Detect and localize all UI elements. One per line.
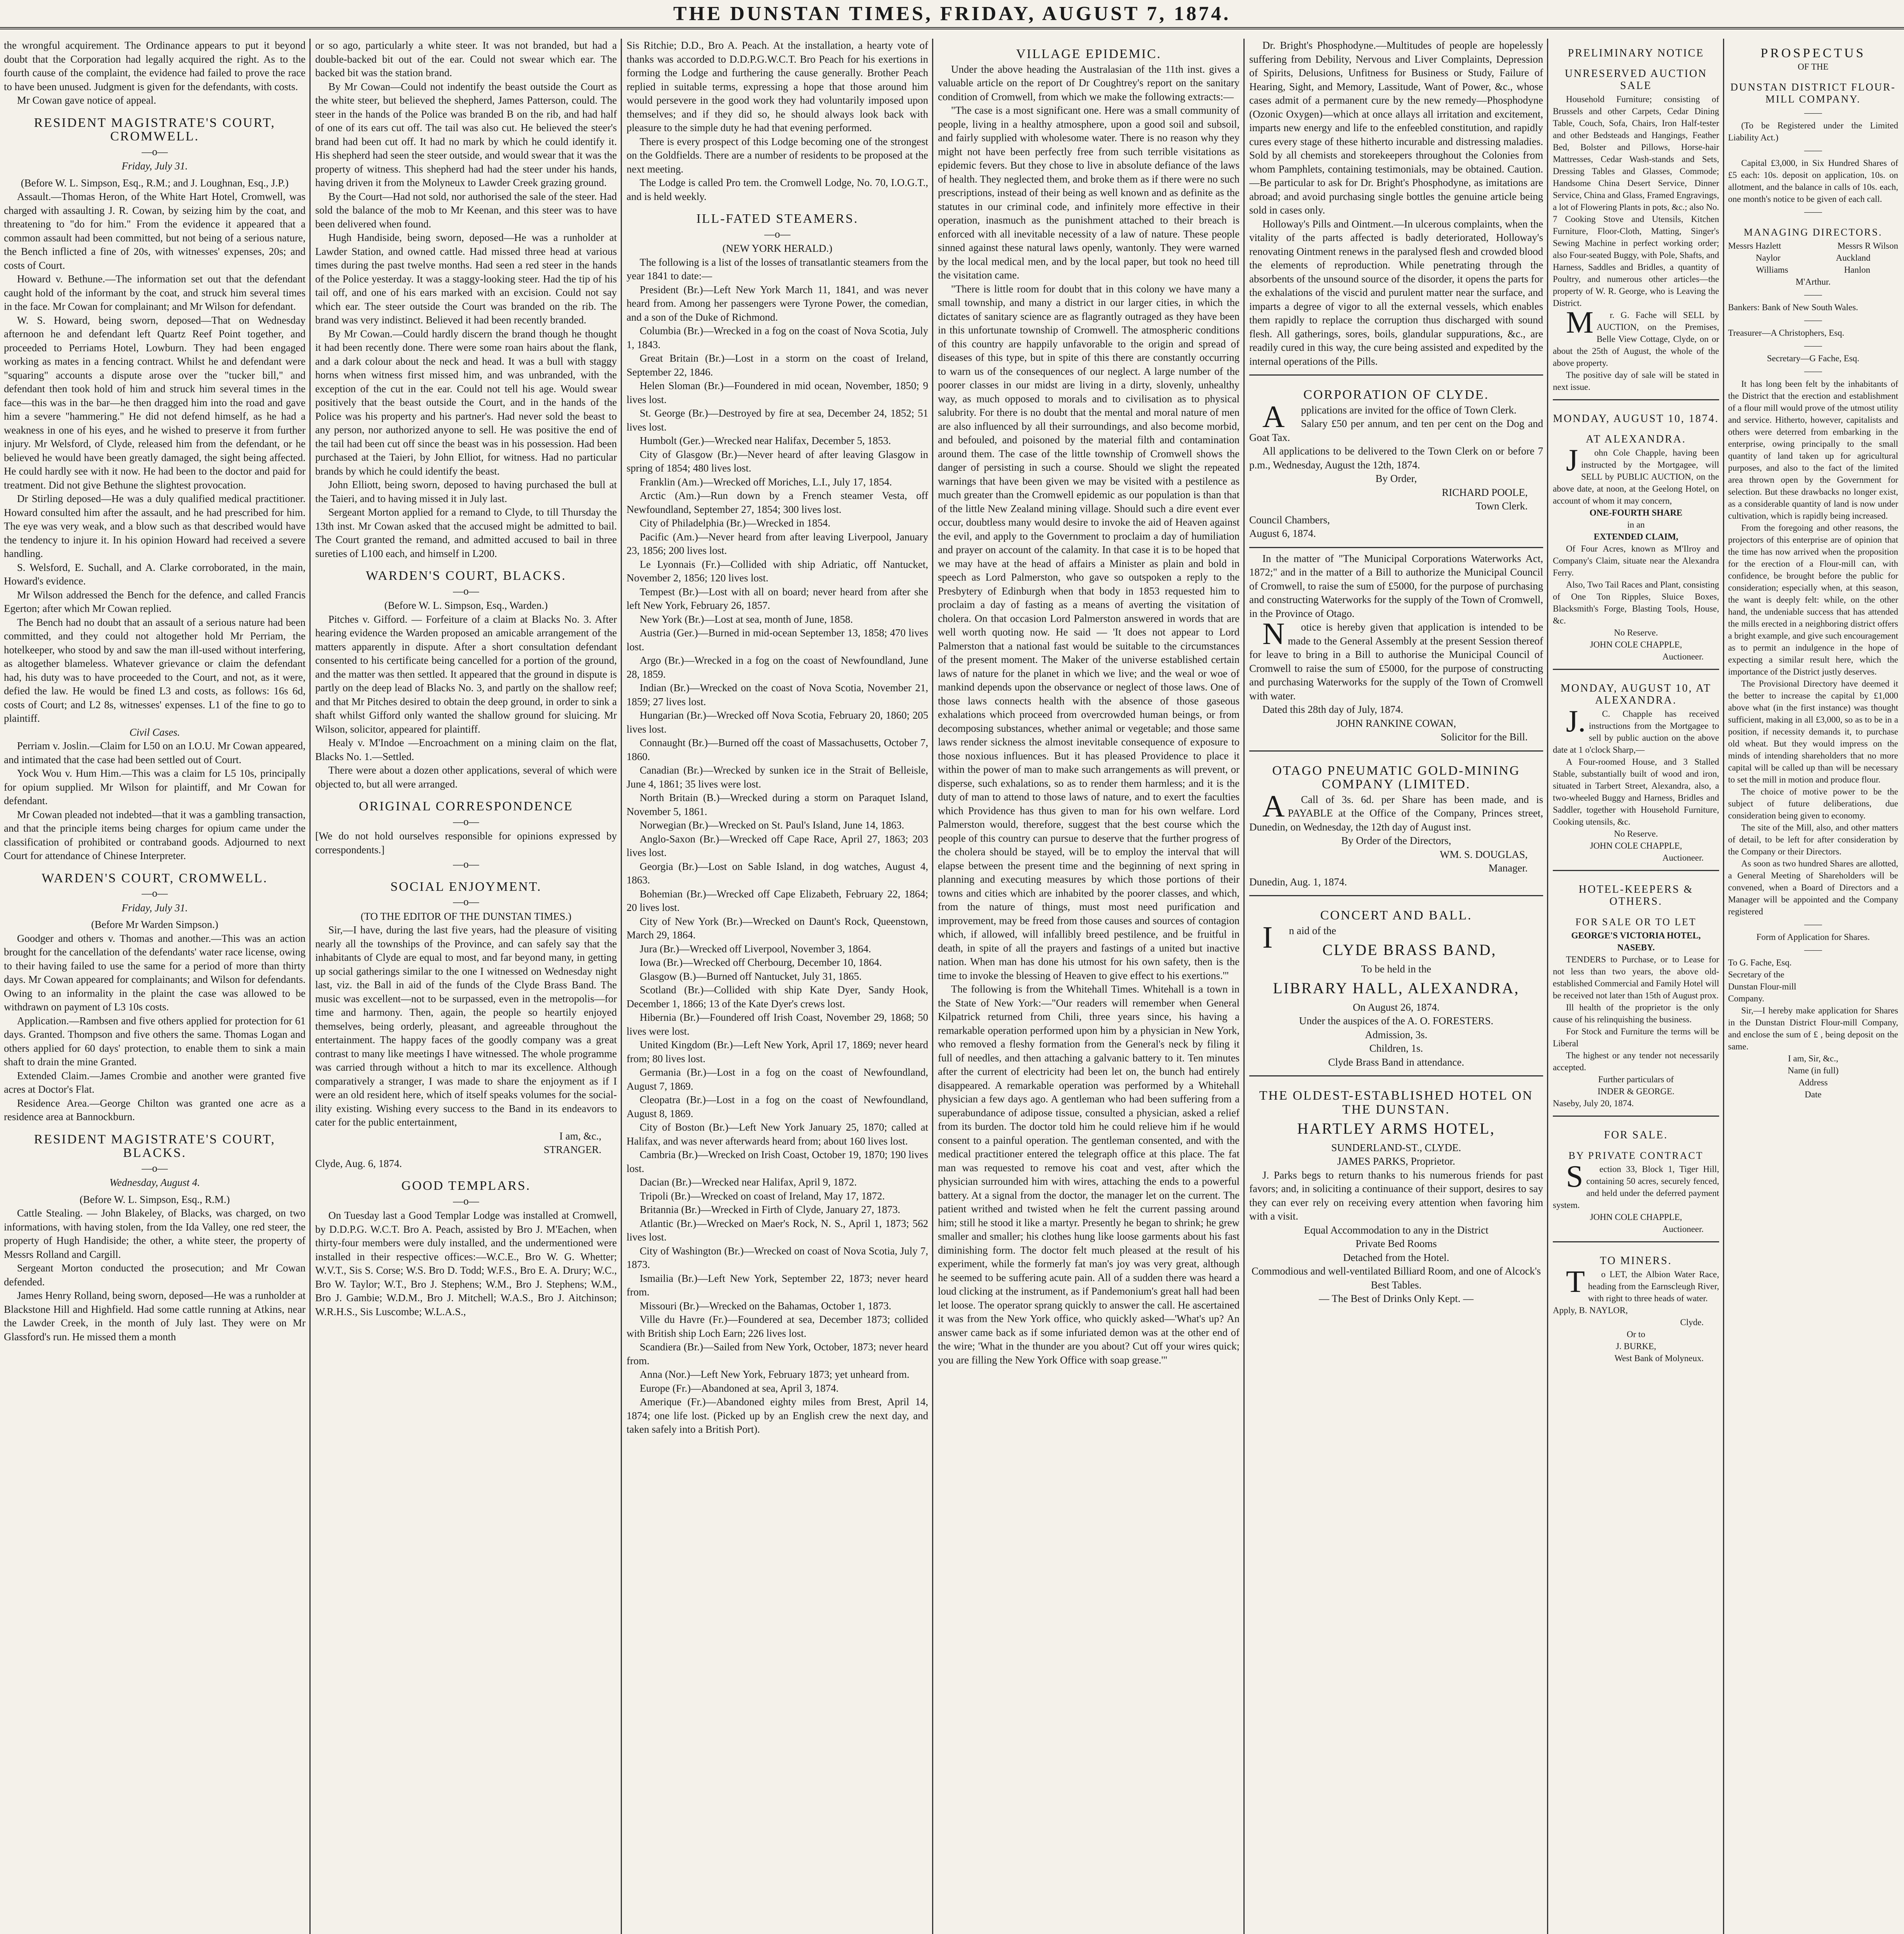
column-rule [1723, 39, 1724, 1934]
steamer-entry: Tempest (Br.)—Lost with all on board; never heard from after she left New York, February 26, 1857. [627, 586, 928, 611]
section-heading: RESIDENT MAGISTRATE'S COURT, CROMWELL. [34, 115, 276, 144]
advert-title: GEORGE'S VICTORIA HOTEL, NASEBY. [1571, 931, 1701, 952]
signature: I am, &c., [559, 1130, 601, 1142]
advert-alexandra-share [1553, 399, 1719, 663]
section-heading: ILL-FATED STEAMERS. [696, 212, 859, 226]
bench-line: (Before W. L. Simpson, Esq., R.M.) [79, 1193, 230, 1205]
steamer-entry: Amerique (Fr.)—Abandoned eighty miles from Brest, April 14, 1874; one life lost. (Picked up by an English crew the next day, and taken safely into a British Port). [627, 1396, 928, 1435]
bench-line: (Before Mr Warden Simpson.) [91, 919, 219, 930]
divider: —— [1804, 315, 1822, 325]
section-heading: RESIDENT MAGISTRATE'S COURT, BLACKS. [34, 1132, 276, 1160]
article-text: By Mr Cowan—Could not indentify the beast outside the Court as the white steer, but believed the shepherd, James Patterson, could. The steer in the hands of the Police was branded B on the rib, and had half of one of its ears cut off. The tail was also cut. He believed the steer's brand had been cut off. It had no mark by which he could identify it. His shepherd had seen the steer outside, and would swear that it was the property of witness. This shepherd had had the steer under his hands, having driven it from the Molyneux to Lawder Creek grazing ground. [315, 80, 617, 188]
signature: WM. S. DOUGLAS, [1440, 848, 1528, 860]
advert-text: Further particulars of [1598, 1075, 1674, 1084]
column-4 [938, 39, 1240, 1934]
steamer-entry: Franklin (Am.)—Wrecked off Moriches, L.I., July 17, 1854. [640, 476, 892, 488]
steamer-entry: Humbolt (Ger.)—Wrecked near Halifax, December 5, 1853. [640, 435, 891, 446]
steamer-entry: Missouri (Br.)—Wrecked on the Bahamas, October 1, 1873. [640, 1300, 891, 1312]
divider: —o— [142, 887, 168, 899]
advert-to-miners [1553, 1241, 1719, 1364]
signature: STRANGER. [543, 1144, 601, 1155]
article-text: Pitches v. Gifford. — Forfeiture of a claim at Blacks No. 3. After hearing evidence the Warden proposed an amicable arrangement of the matters apparently in dispute. After a short consultation defendant consented to his certificate being cancelled for a portion of the ground, and the matter was then settled. It appeared that the ground in dispute is partly on the deep lead of Blacks No. 3, and partly on the shallow reef; and that Mr Pitches desired to obtain the deep ground, in order to sink a shaft whilst Gifford only wanted the shallow ground for sluicing. Mr Wilson, solicitor, appeared for plaintiff. [315, 613, 617, 735]
steamer-entry: Columbia (Br.)—Wrecked in a fog on the coast of Nova Scotia, July 1, 1843. [627, 325, 928, 350]
article-text: Cattle Stealing. — John Blakeley, of Blacks, was charged, on two informations, with having stolen, from the Ida Valley, one red steer, the property of Hugh Handiside; the other, a white steer, the property of Messrs Rolland and Cargill. [4, 1207, 306, 1260]
source-line: (NEW YORK HERALD.) [722, 243, 833, 254]
signature: West Bank of Molyneux. [1614, 1353, 1704, 1363]
form-text: Company. [1728, 994, 1764, 1003]
bench-line: (Before W. L. Simpson, Esq., Warden.) [384, 600, 548, 611]
advert-text: On August 26, 1874. [1352, 1001, 1440, 1013]
article-text: Yock Wou v. Hum Him.—This was a claim for L5 10s, principally for opium supplied. Mr Wilson for plaintiff, and Mr Cowan for defendant. [4, 767, 306, 806]
steamer-entry: President (Br.)—Left New York March 11, 1841, and was never heard from. Among her passengers were Tyrone Power, the comedian, and a son of the Duke of Richmond. [627, 284, 928, 323]
prospectus-text: From the foregoing and other reasons, the projectors of this enterprise are of opinion that the time has now arrived when the proposition for the erection of a Flour-mill can, with confidence, be brought before the public for consideration; especially when, at this season, the want is deeply felt: while, on the other hand, the undeniable success that has attended the mills erected in a neighboring district offers a bright example, and give such encouragement as to permit an indulgence in the hope of expecting a similar result here, which the importance of the District justly deserves. [1728, 523, 1898, 677]
signature: Manager. [1488, 862, 1528, 874]
advert-text: In aid of the [1262, 920, 1336, 955]
director-name: Naylor [1755, 253, 1781, 263]
advert-text: To be held in the [1361, 963, 1431, 975]
steamer-entry: Le Lyonnais (Fr.)—Collided with ship Adriatic, off Nantucket, November 2, 1856; 120 lives lost. [627, 558, 928, 584]
column-5 [1249, 39, 1543, 1934]
steamer-entry: Hungarian (Br.)—Wrecked off Nova Scotia, February 20, 1860; 205 lives lost. [627, 709, 928, 735]
advert-heading: TO MINERS. [1600, 1255, 1672, 1267]
letter-address: (TO THE EDITOR OF THE DUNSTAN TIMES.) [360, 910, 572, 922]
bench-line: (Before W. L. Simpson, Esq., R.M.; and J. Loughnan, Esq., J.P.) [20, 177, 289, 189]
advert-heading: MONDAY, AUGUST 10, AT ALEXANDRA. [1560, 682, 1711, 706]
article-text: S. Welsford, E. Suchall, and A. Clarke corroborated, in the main, Howard's evidence. [4, 561, 306, 587]
article-text: The Bench had no doubt that an assault of a serious nature had been committed, and they could not altogether hold Mr Perriam, the hotelkeeper, who stood by and saw the man ill-used without interfering, as altogether blameless. Whatever grievance or claim the defendant had, his duty was to have proceeded to the Court, and not, as it were, defied the law. He would be fined L3 and costs, as follows: 16s 6d, costs of Court; and L2 8s, witnesses' expenses. L1 of the fine to go to plaintiff. [4, 616, 306, 724]
column-1 [4, 39, 306, 1934]
column-2 [315, 39, 617, 1934]
steamer-entry: City of Washington (Br.)—Wrecked on coast of Nova Scotia, July 7, 1873. [627, 1245, 928, 1270]
director-name: Hanlon [1844, 265, 1870, 275]
signature: Council Chambers, [1249, 514, 1330, 526]
article-text: The following is from the Whitehall Times. Whitehall is a town in the State of New York:—"Our readers will remember when General Kilpatrick returned from Chili, three years since, his having a remarkable operation performed upon him by a physician in New York, who removed a fleshy formation from the General's neck by filing it full of needles, and then attaching a galvanic battery to it. Ten minutes after the current of electricity had been let on, the bunch had entirely disappeared. A remarkable operation was performed by a Whitehall physician a few days ago. A gentleman who had been suffering from a superabundance of adipose tissue, consulted a physician, asked a relief from its burden. The doctor told him he could relieve him if he would consent to a painful operation. The gentleman consented, and with the medical practitioner entered the telegraph office at this place. The fat man was requested to remove his coat and vest, after which the physician surrounded him with wires, attaching the ends to a powerful battery. At a signal from the doctor, the manager let on the current. The patient writhed and twisted when he felt the current passing around him; still he stood it like a martyr. Presently he began to shrink; he grew smaller and smaller; his clothes hung like loose garments about his fast diminishing form. The doctor felt much pleased at the result of his experiment, while the formerly fat man's joy was very great, although he seemed to be suffering acute pain. All of a sudden there was heard a loud clicking at the instrument, as if Pandemonium's great hall had been let loose. The operator sprang quickly to answer the call. He ascertained it was from the New York office, who quickly asked—'What's up? An answer came back as if some infuriated demon was at the other end of the wire; 'What in the thunder are you about? Cut off your wires quick; you are filling the New York Office with soap grease.'" [938, 983, 1240, 1366]
advert-victoria-hotel [1553, 870, 1719, 1109]
dateline: Wednesday, August 4. [109, 1177, 200, 1188]
signature: JOHN COLE CHAPPLE, [1590, 1212, 1682, 1222]
article-text: "There is little room for doubt that in this colony we have many a small township, and many a district in our larger cities, in which the dictates of sanitary science are as flagrantly outraged as they have been in this unfortunate township of Cromwell. The atmospheric conditions of this country are happily unfavorable to the origin and spread of diseases of this type, but in spite of this there are constantly occurring to warn us of the consequences of our neglect. A large number of the poorer classes in our midst are living in a dirty, slovenly, unhealthy way, as much opposed to morals and to civilisation as to physical salubrity. For there is no doubt that the mental and moral nature of men are also influenced by all their surroundings, and also become morbid, and befouled, and poisoned by the material filth and contamination around them. The case of the little township of Cromwell shows the danger of persisting in such a course. Should we slight the repeated warnings that have been given we may be visited with a pestilence as much greater than the Cromwell epidemic as our population is than that of the little New Zealand mining village. Should such a dire event ever occur, doubtless many would desire to invoke the aid of Heaven against the evil, and apply to the Government to proclaim a day of humiliation and prayer on account of the calamity. In that case it is to be hoped that we may have at the head of affairs a Minister as plain and bold in speech as Lord Palmerston, who gave so outspoken a reply to the Presbytery of Edinburgh when that body in 1853 requested him to proclaim a day of fasting as a means of averting the visitation of cholera. On that occasion Lord Palmerston answered in words that are well worth quoting now. He said — 'It does not appear to Lord Palmerston that a national fast would be suitable to the circumstances of the present moment. The Maker of the universe established certain laws of nature for the planet in which we live; and the weal or woe of mankind depends upon the observance or neglect of those laws. One of those laws connects health with the absence of those gaseous exhalations which proceed from overcrowded human beings, or from decomposing substances, whether animal or vegetable; and those same laws render sickness the almost inevitable consequence of exposure to those noxious influences. But it has pleased Providence to place it within the power of man to make such arrangements as will prevent, or disperse, such exhalations, so as to render them harmless; and it is the duty of man to attend to those laws of nature, and to exert the faculties which Providence has thus given to man for his own welfare. Lord Palmerston would, therefore, suggest that the best course which the people of this country can pursue to deserve that the further progress of the cholera should be stayed, will be to employ the interval that will elapse between the present time and the beginning of next spring in planning and executing measures by which those portions of their towns and cities which are inhabited by the poorer classes, and which, from the nature of things, must most need purification and improvement, may be freed from those causes and sources of contagion which, if allowed, will infallibly breed pestilence, and be fruitful in death, in spite of all the prayers and fastings of a united but inactive nation. When man has done his utmost for his own safety, then is the time to invoke the blessing of Heaven to give effect to his exertions.'" [938, 283, 1240, 981]
advert-text: Admission, 3s. [1365, 1029, 1428, 1040]
advert-text: Clyde Brass Band in attendance. [1328, 1056, 1464, 1068]
article-text: By Mr Cowan.—Could hardly discern the brand though he thought it had been recently done. There were some roan hairs about the flank, and a dark colour about the neck and head. It was a bull with staggy horns when witness first missed him, and was unbranded, with the exception of the cut in the ear. Could not tell his age. Would swear positively that the beast outside the Court, and in the hands of the Police was his property and his partner's. Had never sold the beast to any person, nor authorized anyone to sell. He was positive the end of the tail had been cut off since the beast was in his possession. Had been purchased at the Taieri, by John Elliot, for witness. Had no particular brands by which he could identify the beast. [315, 328, 617, 477]
signature: Solicitor for the Bill. [1441, 731, 1528, 743]
advert-text: EXTENDED CLAIM, [1593, 532, 1679, 542]
divider: —o— [142, 145, 168, 157]
divider: —o— [453, 585, 479, 597]
advert-text: Section 33, Block 1, Tiger Hill, containing 50 acres, securely fenced, and held under the deferred payment system. [1553, 1160, 1719, 1210]
article-text: W. S. Howard, being sworn, deposed—That on Wednesday afternoon he and defendant left Quartz Reef Point together, and proceeded to Perriams Hotel, Lowburn. They had been engaged working as mates in a fencing contract. Whilst he and defendant were "squaring" accounts a dispute arose over the "tucker bill," and defendant then took hold of him and struck him several times in the face—this was in the bar—he then dragged him into the road and gave him a severe "hammering." He did not defend himself, as he had a weakness in one of his eyes, and he wished to preserve it from further injury. Mr Welsford, of Clyde, released him from the defendant, or he believed he would have been greatly damaged, the sight being affected. He could hardly see with it now. He had been to the doctor and paid for treatment. Did not give Bethune the slightest provocation. [4, 314, 306, 491]
advert-text: Notice is hereby given that application is intended to be made to the General Assembly at the present Session thereof for leave to bring in a Bill to authorise the Municipal Council of Cromwell to raise the sum of £5000, for the purpose of constructing and purchasing Waterworks for the supply of the Town of Cromwell with water. [1249, 617, 1543, 702]
divider: —o— [142, 1162, 168, 1174]
form-field-date[interactable]: Date [1805, 1090, 1822, 1099]
advert-text: TENDERS to Purchase, or to Lease for not less than two years, the above old-established Commercial and Family Hotel will be received not later than 15th of August prox. [1553, 955, 1719, 1000]
advert-alexandra-house [1553, 669, 1719, 864]
advert-heading: FOR SALE. [1604, 1129, 1668, 1141]
advert-text: Dated this 28th day of July, 1874. [1262, 704, 1404, 715]
form-field-address[interactable]: Address [1798, 1078, 1828, 1087]
advert-heading: AT ALEXANDRA. [1586, 433, 1686, 445]
signature: Auctioneer. [1662, 1224, 1704, 1234]
steamer-entry: City of Philadelphia (Br.)—Wrecked in 1854. [640, 517, 831, 529]
signature: Dunedin, Aug. 1, 1874. [1249, 876, 1347, 888]
dateline: Friday, July 31. [121, 160, 188, 172]
article-text: "The case is a most significant one. Here was a small community of people, living in a healthy atmosphere, upon a good soil and subsoil, and fairly supplied with wholesome water. There is no reason why they might not have been perfectly free from such terrible visitations as epidemic fevers. But they chose to live in absolute defiance of the laws of health. They neglected them, and broke them as if there were no such prescriptions, instead of their being as well known and as definite as the statutes in our criminal code, and infinitely more effective in their operation, inasmuch as the punishment attached to their breach is enforced with all inevitable necessity of a law of nature. These people sinned against these natural laws openly, wantonly. They were warned by the local medical men, and by the local paper, but took no heed till the visitation came. [938, 104, 1240, 281]
advert-text: Mr. G. Fache will SELL by AUCTION, on the Premises, Belle View Cottage, Clyde, on or about the 25th of August, the whole of the above property. [1553, 306, 1719, 368]
advert-text: For Stock and Furniture the terms will be Liberal [1553, 1027, 1719, 1048]
steamer-entry: Bohemian (Br.)—Wrecked off Cape Elizabeth, February 22, 1864; 20 lives lost. [627, 888, 928, 913]
steamer-entry: Norwegian (Br.)—Wrecked on St. Paul's Island, June 14, 1863. [640, 819, 904, 831]
divider: —— [1804, 366, 1822, 376]
signature: RICHARD POOLE, [1441, 486, 1528, 498]
divider: —— [1804, 945, 1822, 955]
director-name: M'Arthur. [1795, 277, 1831, 287]
advert-text: Also, Two Tail Races and Plant, consisting of One Ton Ripples, Sluice Boxes, Blacksmith's Forge, Blasting Tools, House, &c. [1553, 580, 1719, 625]
form-text: Dunstan Flour-mill [1728, 982, 1796, 991]
article-text: James Henry Rolland, being sworn, deposed—He was a runholder at Blackstone Hill and Highfield. Had some cattle running at Atkins, near the Lawder Creek, in the month of July last. They were on Mr Glassford's run. He missed them a month [4, 1290, 306, 1343]
article-text: Mr Cowan gave notice of appeal. [17, 94, 156, 106]
advert-text: Dr. Bright's Phosphodyne.—Multitudes of people are hopelessly suffering from Debility, Nervous and Liver Complaints, Depression of Spirits, Delusions, Unfitness for Business or Study, Failure of Hearing, Sight, and Memory, Lassitude, Want of Power, &c., whose cases admit of a permanent cure by the new remedy—Phosphodyne (Ozonic Oxygen)—which at once allays all irritation and excitement, imparts new energy and life to the enfeebled constitution, and rapidly cures every stage of these hitherto incurable and distressing maladies. Sold by all chemists and storekeepers throughout the Colonies from whom Pamphlets, containing testimonials, may be obtained. Caution.—Be particular to ask for Dr. Bright's Phosphodyne, as imitations are abroad; and avoid purchasing single bottles the genuine article being sold in cases only. [1249, 39, 1543, 216]
advert-title: LIBRARY HALL, ALEXANDRA, [1273, 979, 1520, 997]
signature: INDER & GEORGE. [1597, 1087, 1675, 1096]
advert-title: HARTLEY ARMS HOTEL, [1297, 1120, 1495, 1137]
steamer-entry: Canadian (Br.)—Wrecked by sunken ice in the Strait of Belleisle, June 4, 1861; 35 lives were lost. [627, 764, 928, 790]
steamer-list [627, 283, 928, 1437]
advert-text: Naseby, July 20, 1874. [1553, 1099, 1634, 1108]
advert-text: Salary £50 per annum, and ten per cent on the Dog and Goat Tax. [1249, 418, 1543, 443]
advert-text: in an [1627, 520, 1645, 530]
steamer-entry: Ville du Havre (Fr.)—Foundered at sea, December 1873; collided with British ship Loch Earn; 226 lives lost. [627, 1314, 928, 1339]
article-text: By the Court—Had not sold, nor authorised the sale of the steer. Had sold the balance of the mob to Mr Keenan, and this steer was to have been delivered when found. [315, 190, 617, 230]
signature: Town Clerk. [1475, 500, 1528, 512]
steamer-entry: Great Britain (Br.)—Lost in a storm on the coast of Ireland, September 22, 1846. [627, 352, 928, 378]
steamer-entry: Anglo-Saxon (Br.)—Wrecked off Cape Race, April 27, 1863; 203 lives lost. [627, 833, 928, 858]
director-name: Auckland [1836, 253, 1871, 263]
advert-text: JAMES PARKS, Proprietor. [1337, 1155, 1455, 1167]
advert-text: — The Best of Drinks Only Kept. — [1319, 1293, 1474, 1304]
prospectus-title: PROSPECTUS [1761, 46, 1866, 60]
article-text: Perriam v. Joslin.—Claim for L50 on an I.O.U. Mr Cowan appeared, and intimated that the case had been settled out of Court. [4, 740, 306, 765]
advert-heading: HOTEL-KEEPERS & OTHERS. [1578, 883, 1694, 907]
article-text: Hugh Handiside, being sworn, deposed—He was a runholder at Lawder Station, and owned cattle. Had missed three head at various times during the past twelve months. Had seen a red steer in the hands of the Police yesterday. It was a staggy-looking steer. Had the tip of his tail off, and one of his ears marked with an excision. Could not say which ear. The steer outside the Court was branded on the rib. The brand was very indistinct. Believed it had been recently branded. [315, 232, 617, 326]
article-text: On Tuesday last a Good Templar Lodge was installed at Cromwell, by D.D.P.G. W.C.T. Bro A. Peach, assisted by Bro J. M'Eachen, when thirty-four members were duly installed, and the undermentioned were installed in their respective offices:—W.C.E., Bro W. G. Whetter; W.V.T., Sis S. Corse; W.S. Bro D. Todd; W.F.S., Bro E. A. Drury; W.C., Bro W. Taylor; W.T., Bro J. Stephens; W.M., Bro J. Stephens; W.M., Bro J. Gambie; W.D.M., Bro J. Mitchell; W.A.S., Bro J. Aitchinson; W.R.H.S., Sis Luscombe; W.L.A.S., [315, 1210, 617, 1317]
advert-text: Of Four Acres, known as M'Ilroy and Company's Claim, situate near the Alexandra Ferry. [1553, 544, 1719, 577]
dateline: Friday, July 31. [121, 902, 188, 914]
steamer-entry: Dacian (Br.)—Wrecked near Halifax, April 9, 1872. [640, 1176, 857, 1188]
steamer-entry: City of New York (Br.)—Wrecked on Daunt's Rock, Queenstown, March 29, 1864. [627, 915, 928, 941]
signature: JOHN COLE CHAPPLE, [1590, 640, 1682, 649]
divider: —— [1804, 341, 1822, 350]
signature: Apply, B. NAYLOR, [1553, 1305, 1628, 1315]
steamer-entry: Tripoli (Br.)—Wrecked on coast of Ireland, May 17, 1872. [640, 1190, 885, 1202]
prospectus-subtitle: OF THE [1798, 62, 1829, 72]
steamer-entry: Anna (Nor.)—Left New York, February 1873; yet unheard from. [640, 1368, 910, 1380]
steamer-entry: Britannia (Br.)—Wrecked in Firth of Clyde, January 27, 1873. [640, 1204, 900, 1215]
steamer-entry: Cambria (Br.)—Wrecked on Irish Coast, October 19, 1870; 190 lives lost. [627, 1149, 928, 1174]
article-text: Under the above heading the Australasian of the 11th inst. gives a valuable article on the report of Dr Coughtrey's report on the sanitary condition of Cromwell, from which we make the following extracts:— [938, 63, 1240, 103]
director-row [1728, 252, 1898, 264]
article-text: Howard v. Bethune.—The information set out that the defendant caught hold of the informant by the coat, and struck him several times in the face. Mr Cowan for complainant; and Mr Wilson for defendant. [4, 273, 306, 312]
steamer-entry: Indian (Br.)—Wrecked on the coast of Nova Scotia, November 21, 1859; 27 lives lost. [627, 682, 928, 707]
steamer-entry: Cleopatra (Br.)—Lost in a fog on the coast of Newfoundland, August 8, 1869. [627, 1094, 928, 1119]
director-name: Williams [1756, 265, 1788, 275]
advert-text: The positive day of sale will be stated in next issue. [1553, 370, 1719, 392]
advert-heading: OTAGO PNEUMATIC GOLD-MINING COMPANY (LIMITED. [1272, 763, 1520, 791]
steamer-entry: North Britain (B.)—Wrecked during a storm on Paraquet Island, November 5, 1861. [627, 792, 928, 817]
advert-text: Ill health of the proprietor is the only cause of his relinquishing the business. [1553, 1003, 1719, 1024]
steamer-entry: United Kingdom (Br.)—Left New York, April 17, 1869; never heard from; 80 lives lost. [627, 1039, 928, 1064]
advert-text: J. Parks begs to return thanks to his numerous friends for past favors; and, in soliciting a continuance of their support, desires to say they can ever rely on receiving every attention when favoring him with a visit. [1249, 1169, 1543, 1222]
editorial-note: [We do not hold ourselves responsible for opinions expressed by correspondents.] [315, 830, 617, 856]
prospectus-text: The Provisional Directory have deemed it the better to increase the capital by £1,000 above what (in the first instance) was thought sufficient, making in all £3,000, so as to be in a position, if necessity demands it, to purchase old wheat. But they would impress on the minds of intending shareholders that no more capital will be called up than will be necessary to set the mill in motion and produce flour. [1728, 679, 1898, 784]
masthead-title: THE DUNSTAN TIMES, FRIDAY, AUGUST 7, 1874. [673, 3, 1231, 25]
subheading: Civil Cases. [129, 726, 180, 738]
article-text: The following is a list of the losses of transatlantic steamers from the year 1841 to date:— [627, 256, 928, 282]
advert-heading: UNRESERVED AUCTION SALE [1564, 68, 1708, 92]
prospectus-company: DUNSTAN DISTRICT FLOUR-MILL COMPANY. [1730, 81, 1896, 105]
divider: —— [1804, 108, 1822, 118]
signature: August 6, 1874. [1249, 528, 1316, 539]
article-text: the wrongful acquirement. The Ordinance appears to put it beyond doubt that the Corporation had legally acquired the right. As to the fourth cause of the complaint, the evidence had failed to prove the race to have been unused. Judgment is given for the defendants, with costs. [4, 39, 306, 92]
director-row [1728, 264, 1898, 276]
advert-text: Commodious and well-ventilated Billiard Room, and one of Alcock's Best Tables. [1252, 1265, 1541, 1291]
advert-text: Applications are invited for the office of Town Clerk. [1262, 400, 1516, 434]
article-text: There were about a dozen other applications, several of which were objected to, but all were arranged. [315, 764, 617, 790]
column-rule [1547, 39, 1548, 1934]
steamer-entry: Europe (Fr.)—Abandoned at sea, April 3, 1874. [640, 1382, 839, 1394]
director-name: Messrs Hazlett [1728, 241, 1781, 251]
divider: —o— [764, 228, 791, 240]
steamer-entry: Germania (Br.)—Lost in a fog on the coast of Newfoundland, August 7, 1869. [627, 1066, 928, 1092]
letter-date: Clyde, Aug. 6, 1874. [315, 1157, 402, 1169]
signature: By Order of the Directors, [1341, 835, 1451, 846]
form-text: To G. Fache, Esq. [1728, 958, 1792, 967]
advert-text: No Reserve. [1614, 829, 1658, 839]
prospectus-text: Bankers: Bank of New South Wales. [1728, 302, 1858, 312]
steamer-entry: Helen Sloman (Br.)—Foundered in mid ocean, November, 1850; 9 lives lost. [627, 380, 928, 405]
advert-text: J.C. Chapple has received instructions from the Mortgagee to sell by public auction on the above date at 1 o'clock Sharp,— [1553, 704, 1719, 755]
advert-text: All applications to be delivered to the Town Clerk on or before 7 p.m., Wednesday, August the 12th, 1874. [1249, 445, 1543, 471]
signature: Or to [1627, 1329, 1645, 1339]
advert-corporation-clyde [1249, 374, 1543, 541]
advert-waterworks [1249, 547, 1543, 744]
advert-text: Equal Accommodation to any in the District [1304, 1224, 1489, 1236]
advert-text: Household Furniture; consisting of Brussels and other Carpets, Cedar Dining Table, Couch, Sofa, Chairs, Iron Half-tester and other Bedsteads and Hangings, Feather Bed, Bolster and Pillows, Horse-hair Mattresses, Cedar Wash-stands and Sets, Dressing Tables and Glasses, Commode; Handsome China Desert Service, Dinner Service, China and Glass, Framed Engravings, a lot of Flowering Plants in pots, &c.; also No. 7 Cooking Stove and Utensils, Kitchen Furniture, Floor-Cloth, Matting, Singer's Sewing Machine in perfect working order; also Four-seated Buggy, with Pole, Shafts, and Harness, Saddles and Bridles, a quantity of Poultry, and numerous other articles—the property of W. R. George, who is Leaving the District. [1553, 94, 1719, 308]
advert-text: ONE-FOURTH SHARE [1589, 508, 1683, 518]
advert-text: SUNDERLAND-ST., CLYDE. [1331, 1141, 1461, 1153]
signature: By Order, [1375, 473, 1417, 484]
article-text: John Elliott, being sworn, deposed to having purchased the bull at the Taieri, and to having missed it in July last. [315, 479, 617, 504]
column-3 [627, 39, 928, 1934]
masthead [0, 0, 1904, 29]
divider: —o— [453, 858, 479, 870]
advert-text: Under the auspices of the A. O. FORESTERS. [1299, 1015, 1494, 1027]
steamer-entry: Iowa (Br.)—Wrecked off Cherbourg, December 10, 1864. [640, 957, 882, 968]
section-heading: SOCIAL ENJOYMENT. [390, 879, 542, 894]
advert-text: No Reserve. [1614, 628, 1658, 637]
advert-text: Private Bed Rooms [1356, 1238, 1437, 1249]
advert-heading: BY PRIVATE CONTRACT [1568, 1150, 1704, 1161]
prospectus-text: Treasurer—A Christophers, Esq. [1728, 328, 1844, 338]
divider: —o— [453, 815, 479, 827]
article-text: or so ago, particularly a white steer. It was not branded, but had a double-backed bit out of the ear. Could not swear which ear. The backed bit was the station brand. [315, 39, 617, 79]
signature: Clyde. [1680, 1317, 1704, 1327]
steamer-entry: Atlantic (Br.)—Wrecked on Maer's Rock, N. S., April 1, 1873; 562 lives lost. [627, 1217, 928, 1243]
article-text: Mr Wilson addressed the Bench for the defence, and called Francis Egerton; after which Mr Cowan replied. [4, 589, 306, 614]
divider: —— [1804, 145, 1822, 155]
section-heading: WARDEN'S COURT, BLACKS. [365, 569, 567, 583]
article-text: There is every prospect of this Lodge becoming one of the strongest on the Goldfields. There are a number of residents to be proposed at the next meeting. [627, 135, 928, 175]
divider: —— [1804, 207, 1822, 217]
steamer-entry: New York (Br.)—Lost at sea, month of June, 1858. [640, 613, 853, 625]
column-7 [1728, 39, 1898, 1934]
section-heading: ORIGINAL CORRESPONDENCE [359, 799, 574, 813]
article-text: Assault.—Thomas Heron, of the White Hart Hotel, Cromwell, was charged with assaulting J. R. Cowan, by seizing him by the coat, and threatening to "do for him." From the evidence it appeared that a common assault had been committed, but not being of a serious nature, the Bench inflicted a fine of 20s, with witnesses' expenses, 20s; and costs of Court. [4, 191, 306, 271]
section-heading: WARDEN'S COURT, CROMWELL. [41, 871, 268, 885]
steamer-entry: Ismailia (Br.)—Left New York, September 22, 1873; never heard from. [627, 1272, 928, 1298]
article-text: The Lodge is called Pro tem. the Cromwell Lodge, No. 70, I.O.G.T., and is held weekly. [627, 177, 928, 202]
article-text: Goodger and others v. Thomas and another.—This was an action brought for the cancellation of the defendants' water race license, owing to their having failed to use the same for a period of more than thirty days. Mr Cowan appeared for complainants; and Wilson for defendants. Owing to an informality in the plaint the case was allowed to be withdrawn on payment of L3 10s costs. [4, 932, 306, 1013]
divider: —— [1804, 919, 1822, 929]
article-text: Sir,—I have, during the last five years, had the pleasure of visiting nearly all the townships of the Province, and can safely say that the inhabitants of Clyde are equal to most, and far beyond many, in getting up social gatherings similar to the one I witnessed on Wednesday night last, viz. the Ball in aid of the funds of the Clyde Brass Band. The music was excellent—not to be surpassed, even in the metropolis—for time and harmony. Then, again, the people so heartily enjoyed themselves, being orderly, pleasant, and agreeable throughout the entertainment. The happy faces of the goodly company was a great contrast to many like meetings I have witnessed. The whole programme was carried through without a hitch to mar its excellence. Although comparatively a stranger, I was made to share the enjoyment as if I were an old resident here, which of itself speaks volumes for the social-ility existing. Wishing every success to the Band in its endeavors to cater for the public entertainment, [315, 924, 617, 1128]
steamer-entry: Georgia (Br.)—Lost on Sable Island, in dog watches, August 4, 1863. [627, 860, 928, 886]
signature: Auctioneer. [1662, 652, 1704, 661]
signature: JOHN COLE CHAPPLE, [1590, 841, 1682, 851]
section-heading: GOOD TEMPLARS. [401, 1179, 531, 1193]
form-text: I am, Sir, &c., [1788, 1054, 1839, 1063]
steamer-entry: Austria (Ger.)—Burned in mid-ocean September 13, 1858; 470 lives lost. [627, 627, 928, 653]
advert-heading: THE OLDEST-ESTABLISHED HOTEL ON THE DUNSTAN. [1259, 1088, 1533, 1117]
steamer-entry: Jura (Br.)—Wrecked off Liverpool, November 3, 1864. [640, 943, 871, 955]
steamer-entry: Scandiera (Br.)—Sailed from New York, October, 1873; never heard from. [627, 1341, 928, 1367]
director-name: Messrs R Wilson [1837, 241, 1898, 251]
advert-text: Children, 1s. [1369, 1042, 1423, 1054]
advert-heading: CORPORATION OF CLYDE. [1303, 388, 1489, 402]
article-text: Residence Area.—George Chilton was granted one acre as a residence area at Bannockburn. [4, 1097, 306, 1122]
advert-tiger-hill [1553, 1116, 1719, 1235]
advert-text: Detached from the Hotel. [1343, 1251, 1450, 1263]
advert-hartley-arms [1249, 1075, 1543, 1306]
article-text: Healy v. M'Indoe —Encroachment on a mining claim on the flat, Blacks No. 1.—Settled. [315, 737, 617, 762]
article-text: Sis Ritchie; D.D., Bro A. Peach. At the installation, a hearty vote of thanks was accorded to D.D.P.G.W.C.T. Bro Peach for his exertions in forming the Lodge and furthering the cause generally. Brother Peach replied in suitable terms, expressing a hope that those around him would persevere in the good work they had voluntarily imposed upon themselves; and if they did so, he should always look back with pleasure to the simple duty he had that evening performed. [627, 39, 928, 133]
article-text: Application.—Rambsen and five others applied for protection for 61 days. Granted. Thompson and five others the same. Thomas Logan and others applied for 60 days' protection, to enable them to sink a main shaft to drain the mine Granted. [4, 1015, 306, 1068]
steamer-entry: St. George (Br.)—Destroyed by fire at sea, December 24, 1852; 51 lives lost. [627, 407, 928, 433]
column-rule [1243, 39, 1245, 1934]
column-rule [932, 39, 933, 1934]
advert-text: To LET, the Albion Water Race, heading from the Earnscleugh River, with right to three heads of water. [1566, 1265, 1719, 1303]
prospectus-text: It has long been felt by the inhabitants of the District that the erection and establishment of a flour mill would prove of the utmost utility and service. Hitherto, however, capitalists and others were deterred from embarking in the enterprise, owing principally to the small quantity of land taken up for agricultural purposes, and also to the fact of the limited area thrown open by the Government for selection. But these drawbacks no longer exist, as a considerable quantity of land is now under cultivation, which is rapidly being increased. [1728, 379, 1898, 521]
advert-heading: PRELIMINARY NOTICE [1568, 47, 1704, 59]
steamer-entry: Hibernia (Br.)—Foundered off Irish Coast, November 29, 1868; 50 lives were lost. [627, 1011, 928, 1037]
prospectus-text: The site of the Mill, also, and other matters of detail, to be left for after consideration by the Company or their Directors. [1728, 823, 1898, 856]
steamer-entry: Arctic (Am.)—Run down by a French steamer Vesta, off Newfoundland, September 27, 1854; 300 lives lost. [627, 490, 928, 515]
advert-text: ACall of 3s. 6d. per Share has been made, and is PAYABLE at the Office of the Company, Princes street, Dunedin, on Wednesday, the 12th day of August inst. [1249, 789, 1543, 833]
advert-text: The highest or any tender not necessarily accepted. [1553, 1051, 1719, 1072]
column-rule [621, 39, 622, 1934]
director-row [1728, 240, 1898, 252]
prospectus-text: Capital £3,000, in Six Hundred Shares of £5 each: 10s. deposit on application, 10s. on allotment, and the balance in calls of 10s. each, one month's notice to be given of each call. [1728, 158, 1898, 204]
steamer-entry: City of Boston (Br.)—Left New York January 25, 1870; called at Halifax, and was never afterwards heard from; about 160 lives lost. [627, 1121, 928, 1147]
advert-title: CLYDE BRASS BAND, [1322, 941, 1497, 958]
form-text: Secretary of the [1728, 970, 1784, 979]
steamer-entry: Argo (Br.)—Wrecked in a fog on the coast of Newfoundland, June 28, 1859. [627, 654, 928, 680]
advert-heading: MANAGING DIRECTORS. [1743, 227, 1883, 238]
advert-heading: FOR SALE OR TO LET [1575, 916, 1697, 928]
article-text: Dr Stirling deposed—He was a duly qualified medical practitioner. Howard consulted him after the assault, and he had prescribed for him. The eye was very weak, and a blow such as that described would have the tendency to injure it. In his opinion Howard had received a severe handling. [4, 493, 306, 559]
signature: Auctioneer. [1662, 853, 1704, 863]
column-rule [309, 39, 311, 1934]
article-text: Mr Cowan pleaded not indebted—that it was a gambling transaction, and that the principle items being charges for opium came under the classification of prohibited or contraband goods. Adjourned to next Court for attendance of Chinese Interpreter. [4, 808, 306, 861]
advert-concert [1249, 895, 1543, 1069]
article-text: Sergeant Morton applied for a remand to Clyde, to till Thursday the 13th inst. Mr Cowan asked that the accused might be admitted to bail. The Court granted the remand, and admitted accused to bail in three sureties of L100 each, and himself in L200. [315, 506, 617, 559]
form-heading: Form of Application for Shares. [1756, 932, 1870, 942]
advert-heading: CONCERT AND BALL. [1320, 908, 1472, 923]
prospectus-text: Secretary—G Fache, Esq. [1767, 354, 1860, 363]
section-heading: VILLAGE EPIDEMIC. [1016, 47, 1161, 61]
column-6 [1553, 39, 1719, 1934]
steamer-entry: City of Glasgow (Br.)—Never heard of after leaving Glasgow in spring of 1854; 480 lives lost. [627, 448, 928, 474]
signature: JOHN RANKINE COWAN, [1336, 717, 1456, 729]
steamer-entry: Scotland (Br.)—Collided with ship Kate Dyer, Sandy Hook, December 1, 1866; 13 of the Kate Dyer's crews lost. [627, 984, 928, 1010]
article-text: Sergeant Morton conducted the prosecution; and Mr Cowan defended. [4, 1262, 306, 1288]
prospectus-text: The choice of motive power to be the subject of future deliberations, due consideration being given to economy. [1728, 787, 1898, 820]
advert-heading: MONDAY, AUGUST 10, 1874. [1553, 413, 1719, 425]
advert-text: John Cole Chapple, having been instructed by the Mortgagee, will SELL by PUBLIC AUCTION, on the above date, at noon, at the Geelong Hotel, on account of whom it may concern, [1553, 443, 1719, 506]
advert-text: In the matter of "The Municipal Corporations Waterworks Act, 1872;" and in the matter of a Bill to authorize the Municipal Council of Cromwell, to raise the sum of £5000, for the purpose of purchasing and constructing Waterworks for the supply of the Town of Cromwell, in the Province of Otago. [1249, 552, 1543, 619]
steamer-entry: Connaught (Br.)—Burned off the coast of Massachusetts, October 7, 1860. [627, 737, 928, 762]
advert-text: Holloway's Pills and Ointment.—In ulcerous complaints, when the vitality of the parts affected is badly deteriorated, Holloway's renovating Ointment renews in the paralysed flesh and crowded blood the elements of reproduction. While penetrating through the absorbents of the unsound source of the disorder, it opens the parts for the exhalations of the viscid and purulent matter near the surface, and imparts a degree of vigor to all the external vessels, which enables them rapidly to replace the corruption thus discharged with sound flesh. All gatherings, sores, boils, glandular suppurations, &c., are readily cured in this way, the cure being assisted and expedited by the internal operations of the Pills. [1249, 218, 1543, 367]
signature: J. BURKE, [1615, 1341, 1656, 1351]
prospectus-text: (To be Registered under the Limited Liability Act.) [1728, 121, 1898, 142]
advert-text: A Four-roomed House, and 3 Stalled Stable, substantially built of wood and iron, situated in Tarbert Street, Alexandra, also, a two-wheeled Buggy and Harness, Bridles and Saddler, together with Household Furniture, Cooking utensils, &c. [1553, 757, 1719, 827]
prospectus-text: As soon as two hundred Shares are allotted, a General Meeting of Shareholders will be convened, when a Board of Directors and a Manager will be appointed and the Company registered [1728, 859, 1898, 916]
form-field-name[interactable]: Name (in full) [1788, 1066, 1839, 1075]
form-text: Sir,—I hereby make application for Shares in the Dunstan District Flour-mill Company, and enclose the sum of £ , being deposit on the same. [1728, 1006, 1898, 1051]
divider: —— [1804, 290, 1822, 299]
divider: —o— [453, 1195, 479, 1207]
steamer-entry: Glasgow (B.)—Burned off Nantucket, July 31, 1865. [640, 970, 862, 982]
steamer-entry: Pacific (Am.)—Never heard from after leaving Liverpool, January 23, 1856; 200 lives lost. [627, 531, 928, 556]
advert-otago-pneumatic [1249, 750, 1543, 889]
article-text: Extended Claim.—James Crombie and another were granted five acres at Doctor's Flat. [4, 1070, 306, 1095]
divider: —o— [453, 896, 479, 907]
